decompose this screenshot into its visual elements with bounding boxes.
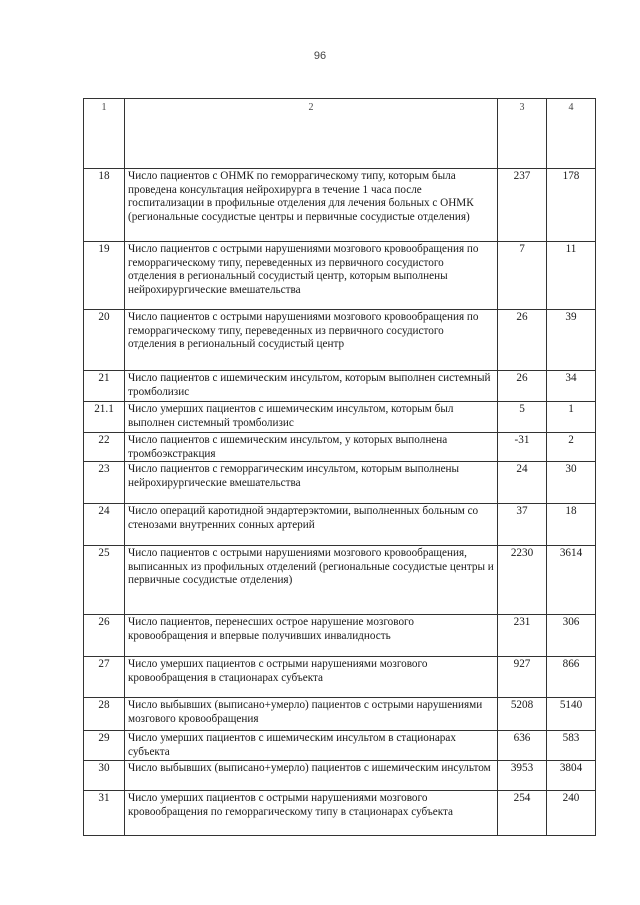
page-number: 96 [313, 50, 327, 62]
row-value-col4: 11 [547, 242, 596, 310]
row-description: Число пациентов с ОНМК по геморрагическому типу, которым была проведена консультация нейрохирурга в течение 1 часа после госпитализации в профильные отделения для лечения больных с ОНМК (региональные сосудистые центры и первичные сосудистые отделения) [125, 169, 498, 242]
table-row [84, 504, 596, 546]
row-number: 28 [84, 698, 125, 731]
table-row [84, 791, 596, 836]
row-value-col4: 5140 [547, 698, 596, 731]
table-row [84, 242, 596, 310]
row-value-col3: 231 [498, 615, 547, 657]
row-number: 23 [84, 462, 125, 504]
row-description: Число пациентов с острыми нарушениями мозгового кровообращения по геморрагическому типу, переведенных из первичного сосудистого отделения в региональный сосудистый центр, которым выполнены нейрохирургические вмешательства [125, 242, 498, 310]
row-number: 21 [84, 371, 125, 402]
header-col-2: 2 [125, 99, 498, 169]
row-description: Число умерших пациентов с острыми нарушениями мозгового кровообращения в стационарах субъекта [125, 657, 498, 698]
row-value-col3: 24 [498, 462, 547, 504]
table-row [84, 657, 596, 698]
row-number: 21.1 [84, 402, 125, 433]
row-value-col3: 927 [498, 657, 547, 698]
table-row [84, 546, 596, 615]
row-value-col4: 39 [547, 310, 596, 371]
row-value-col3: 37 [498, 504, 547, 546]
table-row [84, 310, 596, 371]
row-number: 30 [84, 761, 125, 791]
row-value-col3: 636 [498, 731, 547, 761]
row-value-col4: 866 [547, 657, 596, 698]
row-description: Число умерших пациентов с ишемическим инсультом, которым был выполнен системный тромболизис [125, 402, 498, 433]
row-value-col3: 5 [498, 402, 547, 433]
table-row [84, 433, 596, 462]
row-value-col3: 3953 [498, 761, 547, 791]
table-row [84, 169, 596, 242]
row-value-col4: 1 [547, 402, 596, 433]
row-value-col4: 3614 [547, 546, 596, 615]
row-description: Число пациентов, перенесших острое нарушение мозгового кровообращения и впервые получивших инвалидность [125, 615, 498, 657]
row-description: Число умерших пациентов с острыми нарушениями мозгового кровообращения по геморрагическому типу в стационарах субъекта [125, 791, 498, 836]
row-value-col4: 240 [547, 791, 596, 836]
row-number: 22 [84, 433, 125, 462]
row-value-col4: 306 [547, 615, 596, 657]
table-row [84, 761, 596, 791]
row-value-col4: 583 [547, 731, 596, 761]
row-value-col4: 2 [547, 433, 596, 462]
table-row [84, 371, 596, 402]
header-col-4: 4 [547, 99, 596, 169]
row-value-col4: 178 [547, 169, 596, 242]
header-col-1: 1 [84, 99, 125, 169]
row-number: 19 [84, 242, 125, 310]
row-number: 31 [84, 791, 125, 836]
row-number: 18 [84, 169, 125, 242]
row-description: Число пациентов с острыми нарушениями мозгового кровообращения, выписанных из профильных отделений (региональные сосудистые центры и первичные сосудистые отделения) [125, 546, 498, 615]
table-row [84, 731, 596, 761]
row-number: 29 [84, 731, 125, 761]
row-value-col3: 26 [498, 310, 547, 371]
row-description: Число умерших пациентов с ишемическим инсультом в стационарах субъекта [125, 731, 498, 761]
row-description: Число выбывших (выписано+умерло) пациентов с ишемическим инсультом [125, 761, 498, 791]
table-row [84, 462, 596, 504]
row-description: Число операций каротидной эндартерэктомии, выполненных больным со стенозами внутренних сонных артерий [125, 504, 498, 546]
row-number: 20 [84, 310, 125, 371]
row-value-col4: 18 [547, 504, 596, 546]
row-value-col3: 237 [498, 169, 547, 242]
statistics-table [83, 98, 596, 836]
row-number: 24 [84, 504, 125, 546]
row-number: 25 [84, 546, 125, 615]
row-value-col3: 7 [498, 242, 547, 310]
row-value-col3: 2230 [498, 546, 547, 615]
row-value-col3: 5208 [498, 698, 547, 731]
row-description: Число пациентов с ишемическим инсультом, у которых выполнена тромбоэкстракция [125, 433, 498, 462]
row-value-col4: 3804 [547, 761, 596, 791]
table-header-row [84, 99, 596, 169]
row-description: Число пациентов с геморрагическим инсультом, которым выполнены нейрохирургические вмешательства [125, 462, 498, 504]
row-number: 26 [84, 615, 125, 657]
row-value-col3: -31 [498, 433, 547, 462]
row-description: Число пациентов с острыми нарушениями мозгового кровообращения по геморрагическому типу, переведенных из первичного сосудистого отделения в региональный сосудистый центр [125, 310, 498, 371]
table-row [84, 698, 596, 731]
table-row [84, 615, 596, 657]
row-description: Число выбывших (выписано+умерло) пациентов с острыми нарушениями мозгового кровообращения [125, 698, 498, 731]
row-value-col3: 254 [498, 791, 547, 836]
row-description: Число пациентов с ишемическим инсультом, которым выполнен системный тромболизис [125, 371, 498, 402]
table-row [84, 402, 596, 433]
row-value-col4: 34 [547, 371, 596, 402]
row-value-col4: 30 [547, 462, 596, 504]
header-col-3: 3 [498, 99, 547, 169]
row-number: 27 [84, 657, 125, 698]
row-value-col3: 26 [498, 371, 547, 402]
